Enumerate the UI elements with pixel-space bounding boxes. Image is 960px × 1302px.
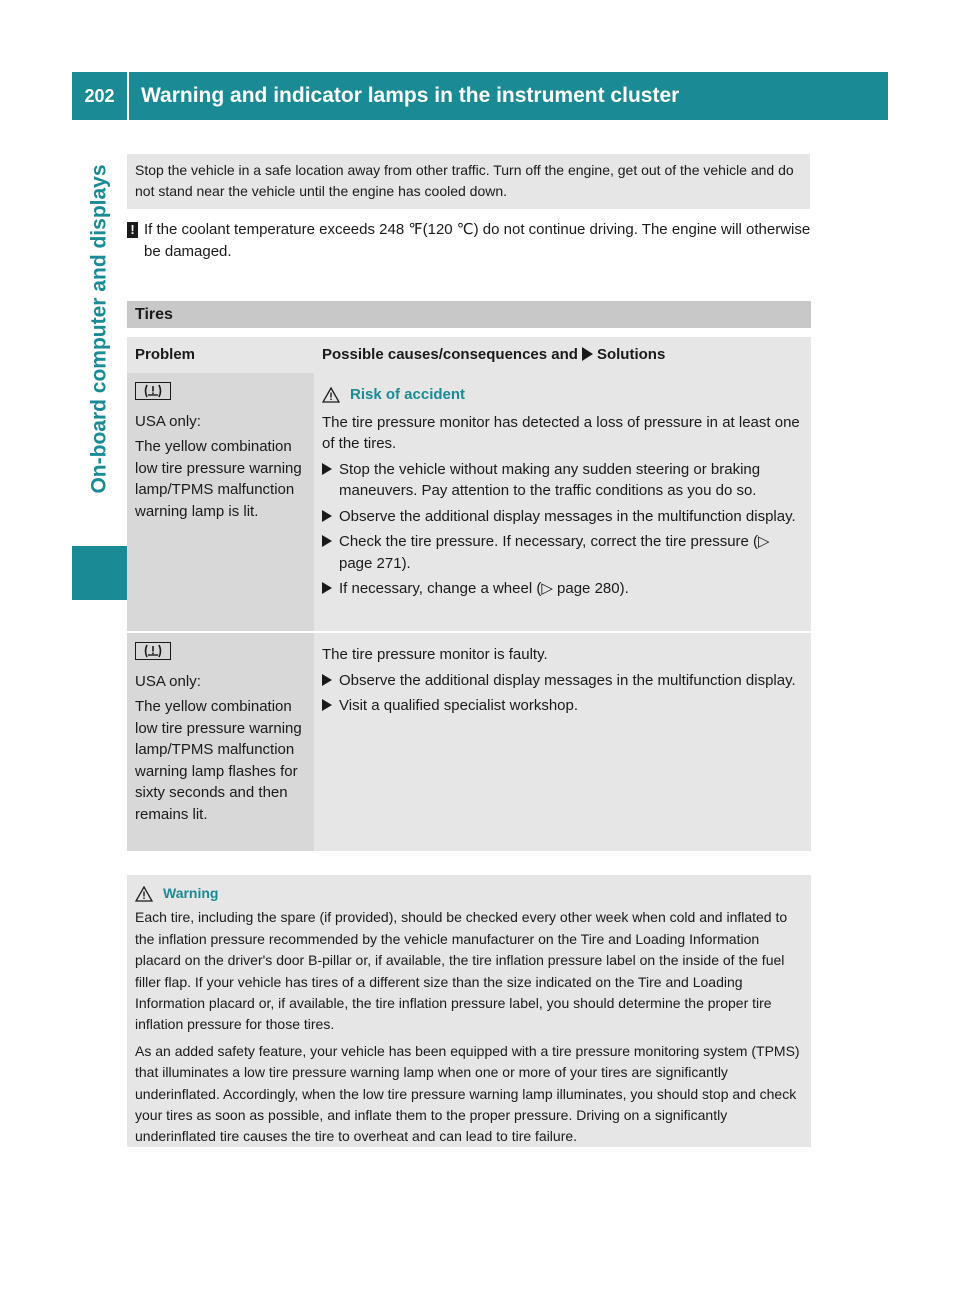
- solutions-cell: [314, 633, 811, 851]
- solution-step: Visit a qualified specialist workshop.: [322, 695, 803, 717]
- cause-text: The tire pressure monitor has detected a loss of pressure in at least one of the tires.: [322, 413, 800, 452]
- step-arrow-icon: [322, 699, 332, 711]
- problem-description: The yellow combination low tire pressure warning lamp/TPMS malfunction warning lamp is lit.: [135, 438, 302, 520]
- solution-step: Observe the additional display messages in the multifunction display.: [322, 670, 803, 692]
- warning-triangle-icon: [322, 387, 340, 403]
- safety-notice-text: Stop the vehicle in a safe location away from other traffic. Turn off the engine, get out of the vehicle and do not stand near the vehicle until the engine has cooled down.: [135, 162, 794, 199]
- warning-paragraph: Each tire, including the spare (if provided), should be checked every other week when cold and inflated to the inflation pressure recommended by the vehicle manufacturer on the Tire and Loading Information placard on the driver's door B-pillar or, if available, the tire inflation pressure label on the inside of the fuel filler flap. If your vehicle has tires of a different size than the size indicated on the Tire and Loading Information placard or, if available, the tire inflation pressure label, you should determine the proper tire inflation pressure for those tires.: [135, 909, 788, 1033]
- page-title: Warning and indicator lamps in the instrument cluster: [141, 84, 680, 107]
- warning-title: Warning: [163, 885, 219, 901]
- step-arrow-icon: [322, 463, 332, 475]
- chapter-side-tab: [72, 126, 127, 532]
- table-title: Tires: [127, 301, 811, 328]
- column-solutions: Possible causes/consequences and Solutions: [322, 346, 666, 363]
- solution-step: If necessary, change a wheel (▷ page 280).: [322, 578, 803, 600]
- safety-notice: [127, 154, 810, 209]
- tire-pressure-warning-icon: [135, 382, 171, 400]
- solution-step: Check the tire pressure. If necessary, correct the tire pressure (▷ page 271).: [322, 531, 803, 574]
- step-arrow-icon: [322, 510, 332, 522]
- arrow-icon: [582, 347, 593, 361]
- warning-triangle-icon: [135, 886, 153, 902]
- chapter-marker: [72, 546, 127, 600]
- step-arrow-icon: [322, 582, 332, 594]
- region-label: USA only:: [135, 412, 201, 430]
- table-row: [127, 633, 811, 851]
- column-problem: Problem: [135, 346, 196, 363]
- page-header: [72, 72, 888, 120]
- chapter-label: On-board computer and displays: [87, 164, 111, 494]
- caution-note-text: If the coolant temperature exceeds 248 ℉(120 ℃) do not continue driving. The engine will otherwise be damaged.: [144, 221, 811, 260]
- table-row: [127, 373, 811, 631]
- warning-paragraph: As an added safety feature, your vehicle has been equipped with a tire pressure monitoring system (TPMS) that illuminates a low tire pressure warning lamp when one or more of your tires are significantly underinflated. Accordingly, when the low tire pressure warning lamp illuminates, you should stop and check your tires as soon as possible, and inflate them to the proper pressure. Driving on a significantly underinflated tire causes the tire to overheat and can lead to tire failure.: [135, 1042, 800, 1145]
- tire-warning-box: [127, 875, 811, 1147]
- region-label: USA only:: [135, 672, 201, 690]
- exclamation-icon: !: [127, 222, 138, 238]
- step-arrow-icon: [322, 535, 332, 547]
- problem-description: The yellow combination low tire pressure warning lamp/TPMS malfunction warning lamp flashes for sixty seconds and then remains lit.: [135, 698, 302, 823]
- problem-cell: [127, 633, 314, 851]
- risk-warning-heading: [322, 384, 803, 406]
- caution-note: [127, 219, 811, 263]
- problem-cell: [127, 373, 314, 631]
- solutions-cell: [314, 373, 811, 631]
- page-number: 202: [84, 85, 115, 106]
- tire-pressure-warning-icon: [135, 642, 171, 660]
- risk-warning-title: Risk of accident: [350, 386, 466, 403]
- solution-step: Observe the additional display messages in the multifunction display.: [322, 506, 803, 528]
- solution-step: Stop the vehicle without making any sudden steering or braking maneuvers. Pay attention to the traffic conditions as you do so.: [322, 459, 803, 502]
- table-header: [127, 337, 811, 373]
- step-arrow-icon: [322, 674, 332, 686]
- cause-text: The tire pressure monitor is faulty.: [322, 646, 548, 663]
- warning-heading: [135, 883, 803, 904]
